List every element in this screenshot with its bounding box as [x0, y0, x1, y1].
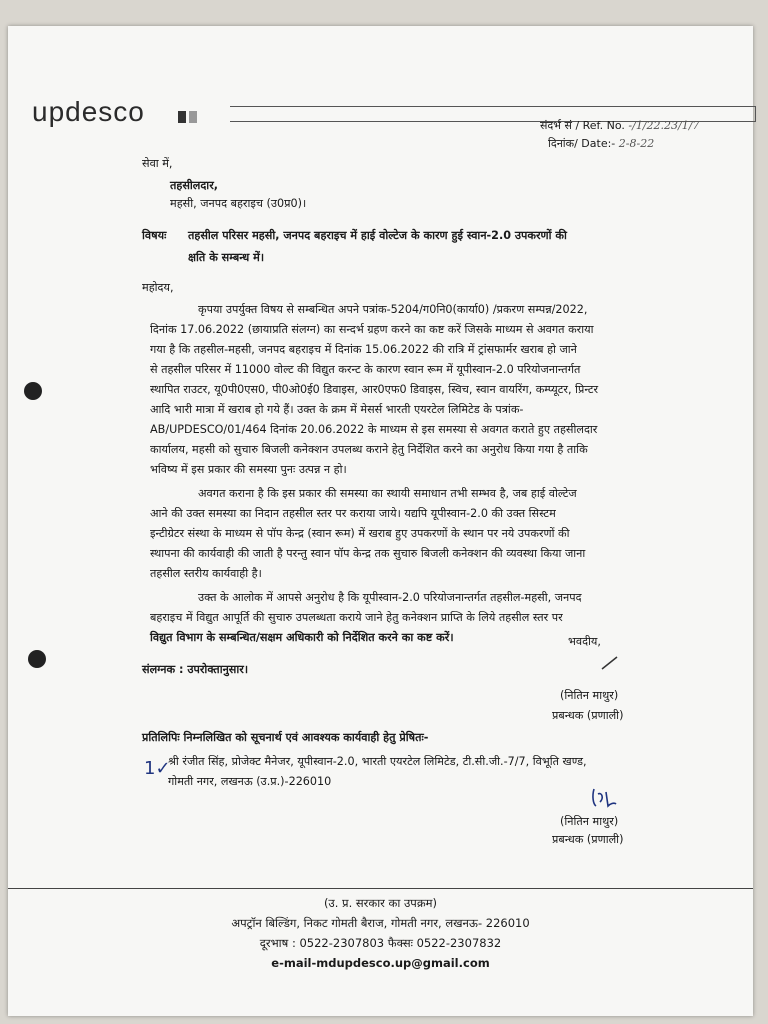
handwritten-tick-icon: 1✓: [144, 758, 171, 779]
reference-number: [540, 118, 699, 133]
recipient: तहसीलदार,: [170, 179, 219, 192]
greeting: महोदय,: [142, 281, 174, 294]
ref-value: -/1/22.23/1/7: [628, 119, 700, 132]
ref-label: संदर्भ सं / Ref. No.: [540, 119, 625, 132]
letter-date: [548, 136, 654, 151]
copy-item-number: 1: [144, 758, 156, 779]
paragraph-2: [150, 484, 690, 584]
date-value: 2-8-22: [618, 137, 655, 150]
punch-hole: [24, 382, 42, 400]
signatory-name-2: (नितिन माथुर): [560, 815, 619, 828]
enclosure: संलग्नक : उपरोक्तानुसार।: [142, 663, 249, 676]
updesco-logo: updesco: [32, 96, 145, 127]
text-line: से तहसील परिसर में 11000 वोल्ट की विद्युत करन्ट के कारण स्वान रूम में यूपीस्वान-2.0 परियोजनान्तर्गत: [150, 363, 581, 376]
text-line: उक्त के आलोक में आपसे अनुरोध है कि यूपीस्वान-2.0 परियोजनान्तर्गत तहसील-महसी, जनपद: [198, 591, 582, 604]
salutation-to: सेवा में,: [142, 157, 173, 170]
signature-mark-icon: [600, 656, 620, 670]
subject-label: विषयः: [142, 229, 167, 242]
text-line: आने की उक्त समस्या का निदान तहसील स्तर पर कराया जाये। यद्यपि यूपीस्वान-2.0 की उक्त सिस्टम: [150, 507, 556, 520]
footer-phones: दूरभाष : 0522-2307803 फैक्सः 0522-2307832: [259, 936, 502, 950]
date-label: दिनांक/ Date:-: [548, 137, 616, 150]
letter-page: [8, 26, 753, 1016]
paragraph-1: [150, 300, 690, 480]
text-line: स्थापित राउटर, यू0पी0एस0, पी0ओ0ई0 डिवाइस, आर0एफ0 डिवाइस, स्विच, स्वान वायरिंग, कम्प्यूटर, प्रिन्टर: [150, 383, 599, 396]
copy-item-line-1: श्री रंजीत सिंह, प्रोजेक्ट मैनेजर, यूपीस्वान-2.0, भारती एयरटेल लिमिटेड, टी.सी.जी.-7/7, विभूति खण्ड,: [168, 755, 587, 768]
subject-line-2: क्षति के सम्बन्ध में।: [188, 251, 265, 264]
recipient-location: महसी, जनपद बहराइच (उ0प्र0)।: [170, 197, 307, 210]
footer-rule: [8, 888, 753, 889]
signatory-designation: प्रबन्धक (प्रणाली): [552, 709, 624, 722]
text-line: बहराइच में विद्युत आपूर्ति की सुचारु उपलब्धता कराये जाने हेतु कनेक्शन प्राप्ति के लिये तहसील स्तर पर: [150, 611, 563, 624]
subject-line-1: तहसील परिसर महसी, जनपद बहराइच में हाई वोल्टेज के कारण हुई स्वान-2.0 उपकरणों की: [188, 229, 567, 242]
footer-address: अपट्रॉन बिल्डिंग, निकट गोमती बैराज, गोमती नगर, लखनऊ- 226010: [231, 916, 530, 930]
signature-icon: [588, 786, 618, 810]
text-line: भविष्य में इस प्रकार की समस्या पुनः उत्पन्न न हो।: [150, 463, 347, 476]
logo-decoration: [178, 108, 200, 127]
text-line: स्थापना की कार्यवाही की जाती है परन्तु स्वान पॉप केन्द्र तक सुचारु बिजली कनेक्शन की व्यवस्था किया जाना: [150, 547, 586, 560]
footer-email: e-mail-mdupdesco.up@gmail.com: [271, 956, 490, 970]
text-line: दिनांक 17.06.2022 (छायाप्रति संलग्न) का सन्दर्भ ग्रहण करने का कष्ट करें जिसके माध्यम से अवगत कराया: [150, 323, 594, 336]
copy-to-label: प्रतिलिपिः निम्नलिखित को सूचनार्थ एवं आवश्यक कार्यवाही हेतु प्रेषितः-: [142, 731, 429, 744]
punch-hole: [28, 650, 46, 668]
text-line: कृपया उपर्युक्त विषय से सम्बन्धित अपने पत्रांक-5204/ग0नि0(कार्या0) /प्रकरण सम्पन्न/2022,: [198, 303, 588, 316]
footer-org-note: (उ. प्र. सरकार का उपक्रम): [323, 896, 438, 910]
paragraph-3: [150, 588, 690, 648]
text-line: अवगत कराना है कि इस प्रकार की समस्या का स्थायी समाधान तभी सम्भव है, जब हाई वोल्टेज: [198, 487, 577, 500]
signatory-name: (नितिन माथुर): [560, 689, 619, 702]
text-line: गया है कि तहसील-महसी, जनपद बहराइच में दिनांक 15.06.2022 की रात्रि में ट्रांसफार्मर खराब हो जाने: [150, 343, 577, 356]
text-line: इन्टीग्रेटर संस्था के माध्यम से पॉप केन्द्र (स्वान रूम) में खराब हुए उपकरणों के स्थान पर नये उपकरणों की: [150, 527, 570, 540]
signatory-designation-2: प्रबन्धक (प्रणाली): [552, 833, 624, 846]
text-line: आदि भारी मात्रा में खराब हो गये हैं। उक्त के क्रम में मेसर्स भारती एयरटेल लिमिटेड के पत्रांक-: [150, 403, 524, 416]
copy-item-line-2: गोमती नगर, लखनऊ (उ.प्र.)-226010: [168, 775, 332, 788]
text-line: AB/UPDESCO/01/464 दिनांक 20.06.2022 के माध्यम से इस समस्या से अवगत कराते हुए तहसीलदार: [150, 423, 598, 436]
text-line: तहसील स्तरीय कार्यवाही है।: [150, 567, 262, 580]
closing: भवदीय,: [568, 635, 601, 648]
text-line: विद्युत विभाग के सम्बन्धित/सक्षम अधिकारी को निर्देशित करने का कष्ट करें।: [150, 631, 454, 644]
text-line: कार्यालय, महसी को सुचारु बिजली कनेक्शन उपलब्ध कराने हेतु निर्देशित करने का अनुरोध किया गया है ताकि: [150, 443, 588, 456]
